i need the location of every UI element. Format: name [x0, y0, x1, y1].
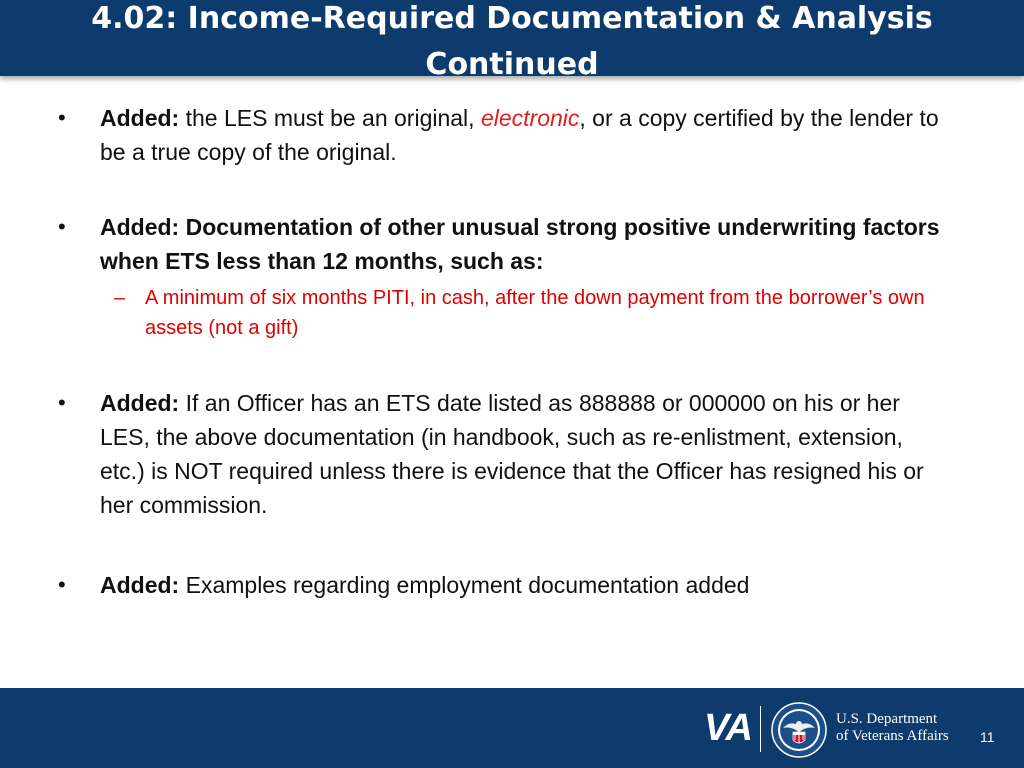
- bullet-dot: •: [58, 572, 66, 597]
- slide-title: 4.02: Income-Required Documentation & Analysis Continued: [91, 1, 933, 82]
- bullet-emphasis: electronic: [480, 105, 580, 131]
- va-logo: VA: [704, 707, 752, 749]
- bullet-dot: •: [58, 214, 66, 239]
- bullet-item: [58, 101, 950, 169]
- va-seal-icon: [771, 702, 827, 758]
- bullet-label: Added:: [100, 572, 180, 598]
- page-number: 11: [980, 729, 995, 745]
- bullet-text: Examples regarding employment documentation added: [179, 572, 750, 598]
- department-name: [836, 711, 949, 745]
- bullet-dot: •: [58, 105, 66, 130]
- bullet-label: Added: Documentation of other unusual strong positive underwriting factors when ETS less than 12 months, such as:: [100, 214, 940, 274]
- bullet-item: [58, 568, 950, 602]
- slide-footer: [0, 688, 1024, 768]
- bullet-label: Added:: [100, 390, 180, 416]
- bullet-text: If an Officer has an ETS date listed as 888888 or 000000 on his or her LES, the above documentation (in handbook, such as re-enlistment, extension, etc.) is NOT required unless there is evidence that the Officer has resigned his or her commission.: [100, 390, 924, 518]
- bullet-item: [58, 210, 950, 278]
- bullet-text: , or a copy certified by the lender to be a true copy of the original.: [100, 105, 939, 165]
- bullet-item: [58, 386, 950, 522]
- bullet-dot: •: [58, 390, 66, 415]
- sub-bullet-dash: –: [114, 287, 126, 309]
- logo-divider: [760, 706, 761, 752]
- department-line-2: of Veterans Affairs: [836, 728, 949, 744]
- sub-bullet-item: [114, 283, 935, 343]
- bullet-text: the LES must be an original,: [179, 105, 481, 131]
- bullet-label: Added:: [100, 105, 180, 131]
- department-line-1: U.S. Department: [836, 711, 938, 727]
- sub-bullet-text: A minimum of six months PITI, in cash, after the down payment from the borrower’s own assets (not a gift): [145, 287, 925, 339]
